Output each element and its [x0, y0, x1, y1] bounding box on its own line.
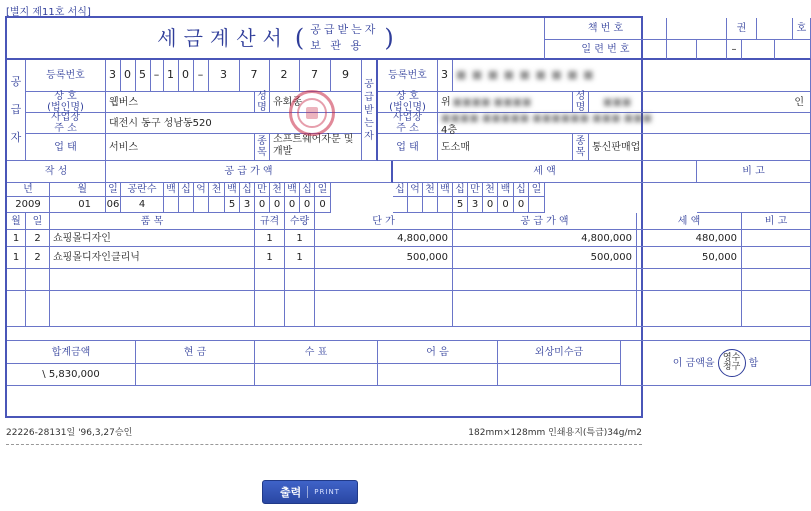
tax-digit-header: 십 — [453, 183, 468, 197]
serial-dash: – — [727, 40, 742, 60]
supply-digit-value — [194, 197, 209, 213]
title-block — [7, 18, 545, 60]
supplier-name-label-2: (법인명) — [47, 102, 84, 113]
supplier-char-3: 자 — [10, 131, 22, 145]
tax-digit-value: 5 — [453, 197, 468, 213]
supplier-reg-digit: 0 — [121, 60, 136, 92]
supplier-item — [270, 134, 362, 161]
approval-note: 22226-28131일 '96,3,27승인 — [6, 428, 133, 438]
buyer-item: 통신판매업 — [589, 134, 811, 161]
empty-cell — [7, 269, 26, 291]
note-unit-cell — [697, 183, 811, 213]
buyer-char-5: 자 — [364, 130, 374, 142]
year-header: 년 — [7, 183, 50, 197]
item-1-day: 2 — [26, 230, 50, 247]
supplier-rep: 유회종 — [270, 92, 362, 113]
tax-digit-value — [529, 197, 545, 213]
item-product-header: 품 목 — [50, 213, 255, 230]
volume-value — [667, 18, 727, 40]
invoice-title: 세금계산서 — [157, 26, 289, 50]
buyer-addr — [438, 113, 811, 134]
blank-count-header: 공란수 — [121, 183, 164, 197]
empty-cell — [453, 269, 637, 291]
supply-header: 공 급 가 액 — [106, 161, 393, 183]
tax-header: 세 액 — [393, 161, 697, 183]
buyer-rep-label — [573, 92, 589, 113]
buyer-type: 도소매 — [438, 134, 573, 161]
receipt-stamp-2: 청구 — [722, 362, 741, 372]
tax-digit-value — [408, 197, 423, 213]
tax-digit-value: 0 — [514, 197, 529, 213]
supplier-addr-label-2: 주 소 — [54, 123, 77, 134]
supplier-addr: 대전시 동구 성남동520 — [106, 113, 362, 134]
supplier-item-line-2: 개발 — [273, 145, 293, 157]
tax-digit-header: 천 — [483, 183, 498, 197]
issue-value — [757, 18, 793, 40]
volume-unit: 권 — [727, 18, 757, 40]
supplier-rep-label-2: 명 — [257, 102, 267, 113]
summary-blank-count: 4 — [121, 197, 164, 213]
supplier-reg-digit: 0 — [179, 60, 194, 92]
receipt-stamp — [718, 349, 746, 377]
tax-digit-header: 만 — [468, 183, 483, 197]
print-button-divider — [307, 486, 308, 498]
summary-month: 01 — [50, 197, 106, 213]
supply-digit-value — [179, 197, 194, 213]
empty-cell — [285, 291, 315, 327]
month-header: 월 — [50, 183, 106, 197]
summary-day: 06 — [106, 197, 121, 213]
total-value: \ 5,830,000 — [7, 364, 136, 386]
buyer-char-3: 받 — [364, 104, 374, 116]
supplier-char-1: 공 — [10, 74, 22, 88]
tax-digit-header: 일 — [529, 183, 545, 197]
supplier-type-label: 업 태 — [26, 134, 106, 161]
supplier-reg-dash: – — [194, 60, 209, 92]
supplier-item-label-1: 종 — [257, 135, 267, 147]
buyer-rep-hidden: ■■■ — [603, 96, 632, 108]
item-2-spec: 1 — [255, 247, 285, 269]
issue-unit: 호 — [793, 18, 811, 40]
item-1-product: 쇼핑몰디자인 — [50, 230, 255, 247]
supply-digit-value: 0 — [300, 197, 315, 213]
item-day-header: 일 — [26, 213, 50, 230]
supplier-reg-digit: 3 — [209, 60, 240, 92]
item-1-tax: 480,000 — [637, 230, 742, 247]
buyer-addr-label-2: 주 소 — [396, 123, 419, 134]
supply-digit-header: 백 — [285, 183, 300, 197]
tax-digit-value — [393, 197, 408, 213]
supplier-reg-digit: 7 — [300, 60, 331, 92]
supplier-reg-label: 등록번호 — [26, 60, 106, 92]
total-label: 합계금액 — [7, 341, 136, 364]
empty-cell — [255, 291, 285, 327]
item-supply-header: 공 급 가 액 — [453, 213, 637, 230]
item-2-qty: 1 — [285, 247, 315, 269]
title-copy-type — [310, 24, 378, 52]
item-1-unit-price: 4,800,000 — [315, 230, 453, 247]
supplier-reg-digit: 1 — [164, 60, 179, 92]
tax-digit-header: 천 — [423, 183, 438, 197]
title-keep: 보 관 용 — [310, 39, 365, 52]
receipt-pre: 이 금액을 — [672, 357, 715, 369]
supply-digit-header: 억 — [194, 183, 209, 197]
item-spec-header: 규격 — [255, 213, 285, 230]
buyer-char-4: 는 — [364, 117, 374, 129]
buyer-addr-hidden: ■■■■ ■■■■■ ■■■■■■ ■■■ ■■■ — [441, 113, 653, 124]
serial-cell-3 — [742, 40, 775, 60]
tax-digit-header: 백 — [438, 183, 453, 197]
buyer-rep-label-2: 명 — [575, 102, 586, 113]
buyer-name-label-1: 상 호 — [396, 90, 419, 102]
item-2-supply: 500,000 — [453, 247, 637, 269]
tax-invoice-form — [5, 16, 807, 418]
item-unit-price-header: 단 가 — [315, 213, 453, 230]
supply-digit-value: 5 — [225, 197, 240, 213]
form-caption: [별지 제11호 서식] — [6, 7, 91, 18]
cut-line — [6, 444, 642, 445]
cash-label: 현 금 — [136, 341, 255, 364]
supplier-type: 서비스 — [106, 134, 255, 161]
empty-cell — [285, 269, 315, 291]
supply-digit-header: 천 — [270, 183, 285, 197]
buyer-name-label-2: (법인명) — [389, 102, 426, 113]
item-2-product: 쇼핑몰디자인클리닉 — [50, 247, 255, 269]
supply-digit-header: 백 — [225, 183, 240, 197]
item-1-qty: 1 — [285, 230, 315, 247]
buyer-rep-label-1: 성 — [575, 90, 586, 102]
supply-digit-header: 백 — [164, 183, 179, 197]
item-1-supply: 4,800,000 — [453, 230, 637, 247]
tax-digit-value — [438, 197, 453, 213]
print-button-sub: PRINT — [314, 488, 340, 496]
buyer-name — [438, 92, 573, 113]
supply-digit-header: 십 — [300, 183, 315, 197]
supplier-name-label-1: 상 호 — [54, 90, 77, 102]
serial-label: 일 련 번 호 — [545, 40, 667, 60]
summary-year: 2009 — [7, 197, 50, 213]
note-header: 비 고 — [697, 161, 811, 183]
supplier-section-label — [7, 60, 26, 161]
supplier-reg-dash: – — [151, 60, 164, 92]
buyer-reg-hidden: ■ ■ ■ ■ ■ ■ ■ ■ ■ — [453, 60, 811, 92]
empty-cell — [637, 291, 742, 327]
receipt-post: 함 — [748, 357, 759, 369]
tax-digit-header: 십 — [393, 183, 408, 197]
supply-digit-header: 십 — [240, 183, 255, 197]
paper-spec: 182mm×128mm 인쇄용지(특급)34g/m2 — [468, 428, 642, 438]
supply-digit-header: 일 — [315, 183, 331, 197]
buyer-reg-first-digit: 3 — [438, 60, 453, 92]
item-qty-header: 수량 — [285, 213, 315, 230]
supplier-item-line-1: 소프트웨어자문 및 — [273, 134, 354, 145]
buyer-name-label — [378, 92, 438, 113]
cash-value — [136, 364, 255, 386]
supply-digit-value: 3 — [240, 197, 255, 213]
volume-label: 책 번 호 — [545, 18, 667, 40]
buyer-item-label — [573, 134, 589, 161]
item-2-unit-price: 500,000 — [315, 247, 453, 269]
bill-label: 어 음 — [378, 341, 498, 364]
check-label: 수 표 — [255, 341, 378, 364]
tax-digit-value — [423, 197, 438, 213]
buyer-rep — [589, 92, 811, 113]
empty-cell — [742, 269, 811, 291]
item-2-month: 1 — [7, 247, 26, 269]
item-1-note — [742, 230, 811, 247]
buyer-addr-label-1: 사업장 — [393, 111, 422, 123]
receipt-stamp-1: 영수 — [722, 352, 741, 363]
day-header: 일 — [106, 183, 121, 197]
tax-digit-value: 3 — [468, 197, 483, 213]
serial-cell-2 — [697, 40, 727, 60]
item-2-tax: 50,000 — [637, 247, 742, 269]
totals-spacer — [7, 327, 811, 341]
buyer-addr-label — [378, 113, 438, 134]
empty-cell — [255, 269, 285, 291]
tax-digit-value: 0 — [498, 197, 514, 213]
written-header: 작 성 — [7, 161, 106, 183]
item-note-header: 비 고 — [742, 213, 811, 230]
invoice-grid — [7, 18, 807, 416]
item-2-day: 2 — [26, 247, 50, 269]
supply-digit-header: 만 — [255, 183, 270, 197]
empty-cell — [26, 269, 50, 291]
empty-cell — [315, 291, 453, 327]
item-1-spec: 1 — [255, 230, 285, 247]
buyer-addr-suffix: 4층 — [441, 124, 458, 136]
buyer-char-1: 공 — [364, 78, 374, 90]
empty-cell — [742, 291, 811, 327]
supply-digit-value: 0 — [315, 197, 331, 213]
supplier-reg-digit: 7 — [240, 60, 270, 92]
tax-digit-header: 백 — [498, 183, 514, 197]
supply-digit-value — [209, 197, 225, 213]
empty-cell — [7, 291, 26, 327]
supplier-item-label-2: 목 — [257, 147, 267, 158]
credit-value — [498, 364, 621, 386]
print-button-label: 출력 — [280, 486, 302, 499]
serial-cell-4 — [775, 40, 811, 60]
buyer-name-prefix: 위 — [441, 96, 451, 108]
title-paren-open: ( — [294, 23, 305, 52]
buyer-char-2: 급 — [364, 91, 374, 103]
empty-cell — [50, 291, 255, 327]
supplier-name-label — [26, 92, 106, 113]
credit-label: 외상미수금 — [498, 341, 621, 364]
bill-value — [378, 364, 498, 386]
empty-cell — [26, 291, 50, 327]
serial-cell-1 — [667, 40, 697, 60]
buyer-rep-suffix: 인 — [794, 96, 804, 108]
item-1-month: 1 — [7, 230, 26, 247]
tax-digit-header: 십 — [514, 183, 529, 197]
empty-cell — [50, 269, 255, 291]
buyer-name-hidden: ■■■■ ■■■■ — [452, 96, 532, 108]
empty-cell — [453, 291, 637, 327]
item-tax-header: 세 액 — [637, 213, 742, 230]
supplier-addr-label-1: 사업장 — [51, 111, 80, 123]
supply-digit-value: 0 — [285, 197, 300, 213]
supplier-name: 웹버스 — [106, 92, 255, 113]
supplier-char-2: 급 — [10, 102, 22, 116]
supplier-reg-digit: 3 — [106, 60, 121, 92]
receipt-note — [621, 341, 811, 386]
item-2-note — [742, 247, 811, 269]
buyer-type-label: 업 태 — [378, 134, 438, 161]
supplier-addr-label — [26, 113, 106, 134]
buyer-item-label-1: 종 — [575, 135, 586, 147]
buyer-reg-label: 등록번호 — [378, 60, 438, 92]
supplier-reg-digit: 9 — [331, 60, 362, 92]
item-month-header: 월 — [7, 213, 26, 230]
tax-digit-value: 0 — [483, 197, 498, 213]
empty-cell — [637, 269, 742, 291]
buyer-section-label — [362, 60, 378, 161]
supplier-reg-digit: 5 — [136, 60, 151, 92]
supply-digit-value — [164, 197, 179, 213]
title-paren-close: ) — [384, 23, 394, 52]
supplier-item-label — [255, 134, 270, 161]
tax-digit-header: 억 — [408, 183, 423, 197]
supply-digit-header: 십 — [179, 183, 194, 197]
buyer-item-label-2: 목 — [575, 147, 586, 158]
supplier-rep-label-1: 성 — [257, 90, 267, 102]
empty-cell — [315, 269, 453, 291]
supply-digit-value: 0 — [270, 197, 285, 213]
supplier-reg-digit: 2 — [270, 60, 300, 92]
title-recipient: 공급받는자 — [310, 22, 379, 36]
print-button[interactable] — [262, 480, 358, 504]
check-value — [255, 364, 378, 386]
supply-digit-header: 천 — [209, 183, 225, 197]
supplier-rep-label — [255, 92, 270, 113]
supply-digit-value: 0 — [255, 197, 270, 213]
